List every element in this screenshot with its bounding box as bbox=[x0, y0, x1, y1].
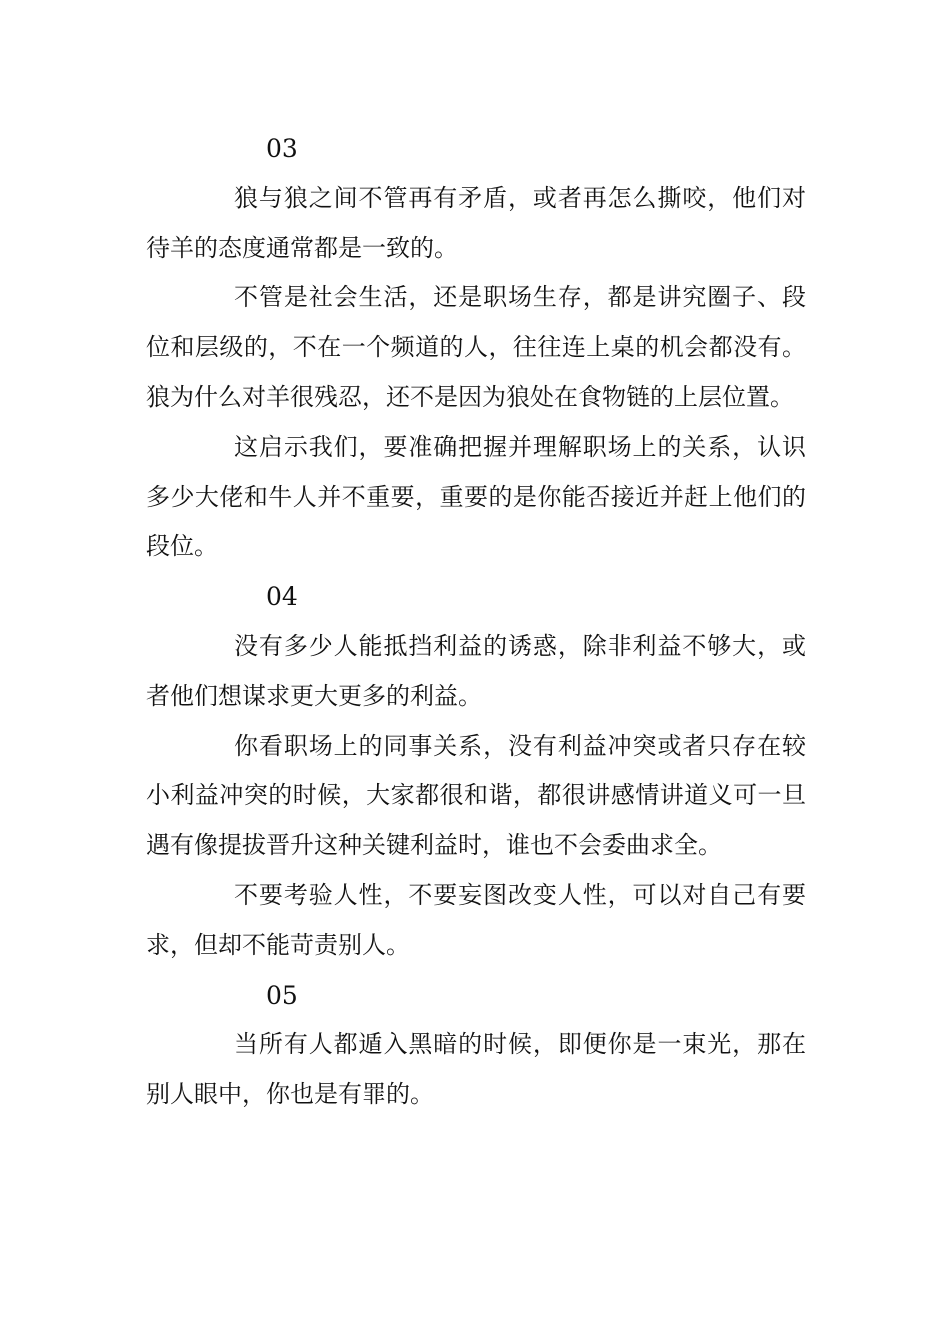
paragraph: 这启示我们，要准确把握并理解职场上的关系，认识多少大佬和牛人并不重要，重要的是你能否接近并赶上他们的段位。 bbox=[146, 432, 806, 561]
document-body bbox=[146, 124, 806, 1120]
paragraph: 没有多少人能抵挡利益的诱惑，除非利益不够大，或者他们想谋求更大更多的利益。 bbox=[146, 631, 806, 710]
paragraph: 狼与狼之间不管再有矛盾，或者再怎么撕咬，他们对待羊的态度通常都是一致的。 bbox=[146, 183, 806, 262]
section-number-04: 04 bbox=[266, 582, 298, 612]
paragraph: 不管是社会生活，还是职场生存，都是讲究圈子、段位和层级的，不在一个频道的人，往往连上桌的机会都没有。狼为什么对羊很残忍，还不是因为狼处在食物链的上层位置。 bbox=[146, 283, 806, 411]
paragraph: 当所有人都遁入黑暗的时候，即便你是一束光，那在别人眼中，你也是有罪的。 bbox=[146, 1030, 806, 1109]
paragraph: 不要考验人性，不要妄图改变人性，可以对自己有要求，但却不能苛责别人。 bbox=[146, 880, 806, 959]
paragraph: 你看职场上的同事关系，没有利益冲突或者只存在较小利益冲突的时候，大家都很和谐，都很讲感情讲道义可一旦遇有像提拔晋升这种关键利益时，谁也不会委曲求全。 bbox=[146, 731, 806, 860]
section-number-05: 05 bbox=[266, 980, 298, 1010]
section-number-03: 03 bbox=[266, 134, 298, 163]
